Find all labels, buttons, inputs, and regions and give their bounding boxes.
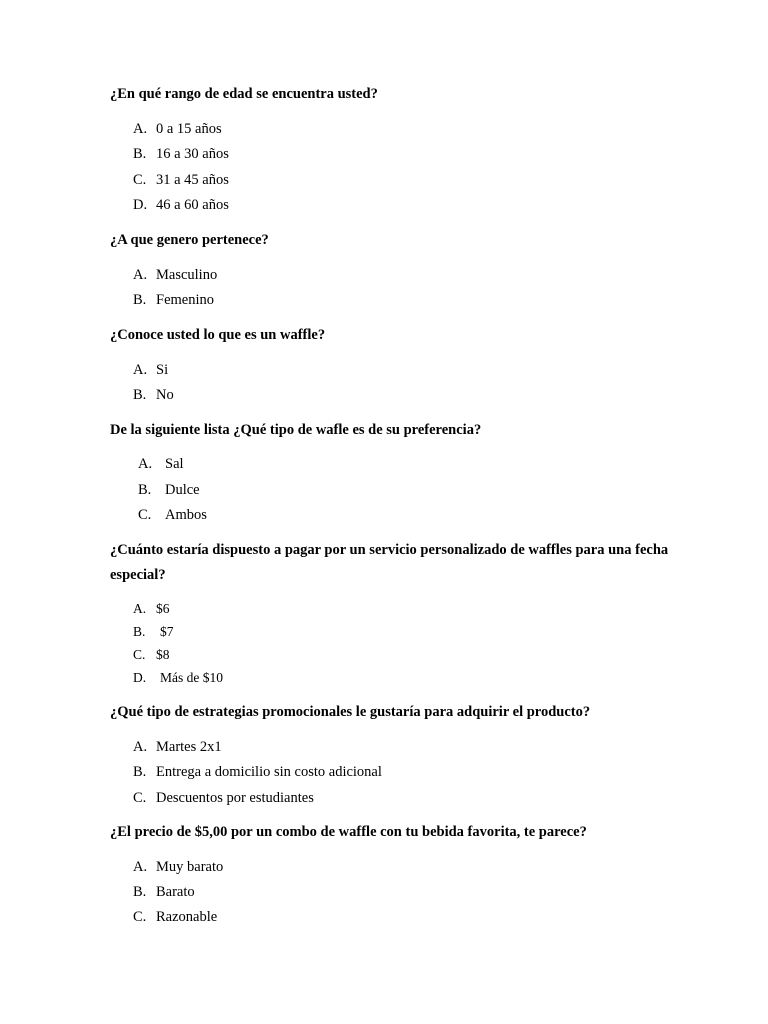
option-4c (138, 506, 207, 524)
option-letter: B. (133, 624, 146, 639)
option-text: Martes 2x1 (156, 739, 222, 755)
option-text: Sal (165, 456, 184, 472)
option-7c (133, 908, 217, 926)
option-text: Masculino (156, 267, 218, 283)
question-7: ¿El precio de $5,00 por un combo de waffle con tu bebida favorita, te parece? (110, 824, 587, 840)
option-letter: D. (133, 670, 147, 685)
option-7b (133, 883, 195, 901)
option-4b (138, 481, 200, 499)
question-4: De la siguiente lista ¿Qué tipo de wafle es de su preferencia? (110, 422, 482, 438)
option-letter: A. (133, 739, 148, 755)
option-1a (133, 120, 222, 138)
option-letter: C. (133, 909, 147, 925)
question-1: ¿En qué rango de edad se encuentra usted? (110, 86, 378, 102)
option-6a (133, 738, 222, 756)
option-letter: B. (133, 884, 147, 900)
option-text: $6 (156, 601, 170, 616)
option-2b (133, 291, 214, 309)
option-3b (133, 386, 174, 404)
question-2: ¿A que genero pertenece? (110, 232, 269, 248)
option-text: 46 a 60 años (156, 197, 229, 213)
option-text: Razonable (156, 909, 218, 925)
option-text: $7 (160, 624, 174, 639)
option-letter: B. (133, 292, 147, 308)
option-letter: A. (133, 362, 148, 378)
option-text: Si (156, 362, 169, 378)
option-5b (133, 623, 174, 641)
option-letter: A. (138, 456, 153, 472)
option-text: Muy barato (156, 859, 224, 875)
option-letter: C. (133, 172, 147, 188)
option-letter: B. (133, 764, 147, 780)
option-letter: B. (133, 387, 147, 403)
option-4a (138, 455, 184, 473)
option-1d (133, 196, 229, 214)
option-letter: A. (133, 859, 148, 875)
option-5d (133, 669, 223, 687)
option-1b (133, 145, 229, 163)
option-1c (133, 171, 229, 189)
option-letter: A. (133, 121, 148, 137)
option-text: 16 a 30 años (156, 146, 229, 162)
question-6: ¿Qué tipo de estrategias promocionales le gustaría para adquirir el producto? (110, 704, 591, 720)
option-5c (133, 646, 170, 664)
option-text: Entrega a domicilio sin costo adicional (156, 764, 382, 780)
option-letter: C. (133, 647, 146, 662)
option-letter: C. (138, 507, 152, 523)
option-2a (133, 266, 217, 284)
option-text: Femenino (156, 292, 214, 308)
question-5: ¿Cuánto estaría dispuesto a pagar por un servicio personalizado de waffles para una fecha especial? (110, 542, 669, 583)
option-text: Ambos (165, 507, 207, 523)
option-text: Más de $10 (160, 670, 223, 685)
option-letter: B. (133, 146, 147, 162)
option-6c (133, 789, 314, 807)
option-3a (133, 361, 168, 379)
option-7a (133, 858, 223, 876)
option-letter: A. (133, 601, 147, 616)
option-text: 31 a 45 años (156, 172, 229, 188)
option-text: $8 (156, 647, 170, 662)
option-letter: C. (133, 790, 147, 806)
option-text: Barato (156, 884, 195, 900)
option-6b (133, 763, 382, 781)
option-text: Descuentos por estudiantes (156, 790, 314, 806)
option-5a (133, 600, 170, 618)
option-letter: D. (133, 197, 148, 213)
question-3: ¿Conoce usted lo que es un waffle? (110, 327, 326, 343)
option-text: No (156, 387, 174, 403)
option-letter: B. (138, 482, 152, 498)
option-text: Dulce (165, 482, 200, 498)
option-text: 0 a 15 años (156, 121, 222, 137)
option-letter: A. (133, 267, 148, 283)
